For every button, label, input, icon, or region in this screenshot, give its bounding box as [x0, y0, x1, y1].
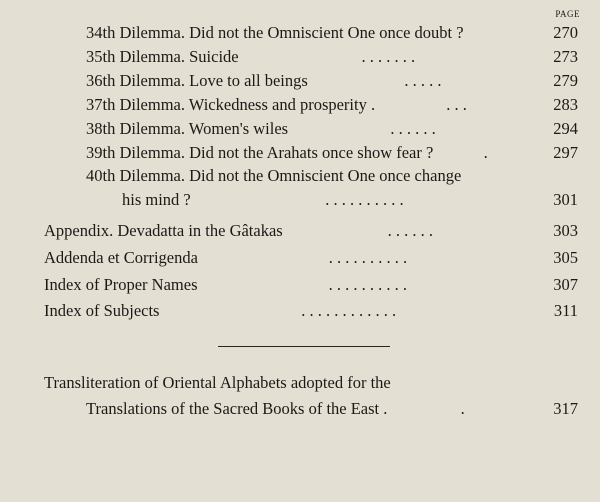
- toc-entry-text: 37th Dilemma. Wickedness and prosperity .: [86, 95, 376, 114]
- toc-entry-35: [86, 45, 578, 69]
- toc-leader-dots: [461, 164, 538, 188]
- toc-leader-dots: . . . . . . . . . .: [328, 248, 408, 267]
- toc-entry-text: Appendix. Devadatta in the Gâtakas: [44, 221, 283, 240]
- toc-entry-text: 34th Dilemma. Did not the Omniscient One once doubt ?: [86, 23, 464, 42]
- section-divider: [218, 346, 390, 347]
- toc-leader-dots: . . . . . . . . . . . .: [301, 301, 397, 320]
- toc-page-number: 307: [553, 275, 578, 294]
- toc-entry-text: 36th Dilemma. Love to all beings: [86, 71, 308, 90]
- toc-entry-text: his mind ?: [122, 190, 191, 209]
- toc-entry-index-subjects: [44, 299, 578, 323]
- toc-leader-dots: . . . . . .: [387, 221, 434, 240]
- toc-leader-dots: [464, 21, 538, 45]
- toc-entry-39: [86, 141, 578, 165]
- toc-page-number: 301: [553, 190, 578, 209]
- toc-entry-text: 38th Dilemma. Women's wiles: [86, 119, 289, 138]
- toc-page-number: 294: [553, 119, 578, 138]
- toc-entry-text: 35th Dilemma. Suicide: [86, 47, 239, 66]
- toc-entry-40-continued: [122, 188, 578, 212]
- toc-page-number: 273: [553, 47, 578, 66]
- toc-entry-37: [86, 93, 578, 117]
- toc-entry-text: 39th Dilemma. Did not the Arahats once show fear ?: [86, 143, 434, 162]
- toc-entry-40: [86, 164, 578, 188]
- transliteration-line-1: Transliteration of Oriental Alphabets adopted for the: [44, 373, 391, 392]
- toc-page-number: 279: [553, 71, 578, 90]
- toc-page-number: 305: [553, 248, 578, 267]
- toc-leader-dots: . . . . . . .: [361, 47, 416, 66]
- toc-entry-text: Index of Proper Names: [44, 275, 198, 294]
- toc-leader-dots: .: [483, 143, 488, 162]
- toc-page-number: 317: [553, 399, 578, 418]
- toc-leader-dots: . . . . . .: [390, 119, 436, 138]
- toc-page-number: 303: [553, 221, 578, 240]
- toc-leader-dots: .: [460, 399, 465, 418]
- toc-entry-text: Index of Subjects: [44, 301, 160, 320]
- toc-leader-dots: . . . . .: [404, 71, 442, 90]
- toc-entry-text: 40th Dilemma. Did not the Omniscient One once change: [86, 166, 462, 185]
- toc-entry-index-proper-names: [44, 273, 578, 297]
- toc-page-number: [538, 164, 578, 188]
- toc-entry-appendix: [44, 219, 578, 243]
- toc-page-number: 297: [553, 143, 578, 162]
- toc-entry-38: [86, 117, 578, 141]
- toc-page-number: 311: [553, 301, 578, 320]
- toc-entry-34: [86, 21, 578, 45]
- toc-entry-text: Addenda et Corrigenda: [44, 248, 198, 267]
- toc-page-number: 270: [553, 23, 578, 42]
- toc-entry-36: [86, 69, 578, 93]
- toc-entry-text: Translations of the Sacred Books of the East .: [86, 399, 388, 418]
- toc-leader-dots: . . . . . . . . . .: [325, 190, 404, 209]
- toc-leader-dots: . . .: [446, 95, 467, 114]
- page-header-label: PAGE: [555, 9, 580, 19]
- toc-leader-dots: . . . . . . . . . .: [328, 275, 407, 294]
- toc-page-number: 283: [553, 95, 578, 114]
- toc-entry-addenda: [44, 246, 578, 270]
- toc-entry-transliteration: [86, 397, 578, 421]
